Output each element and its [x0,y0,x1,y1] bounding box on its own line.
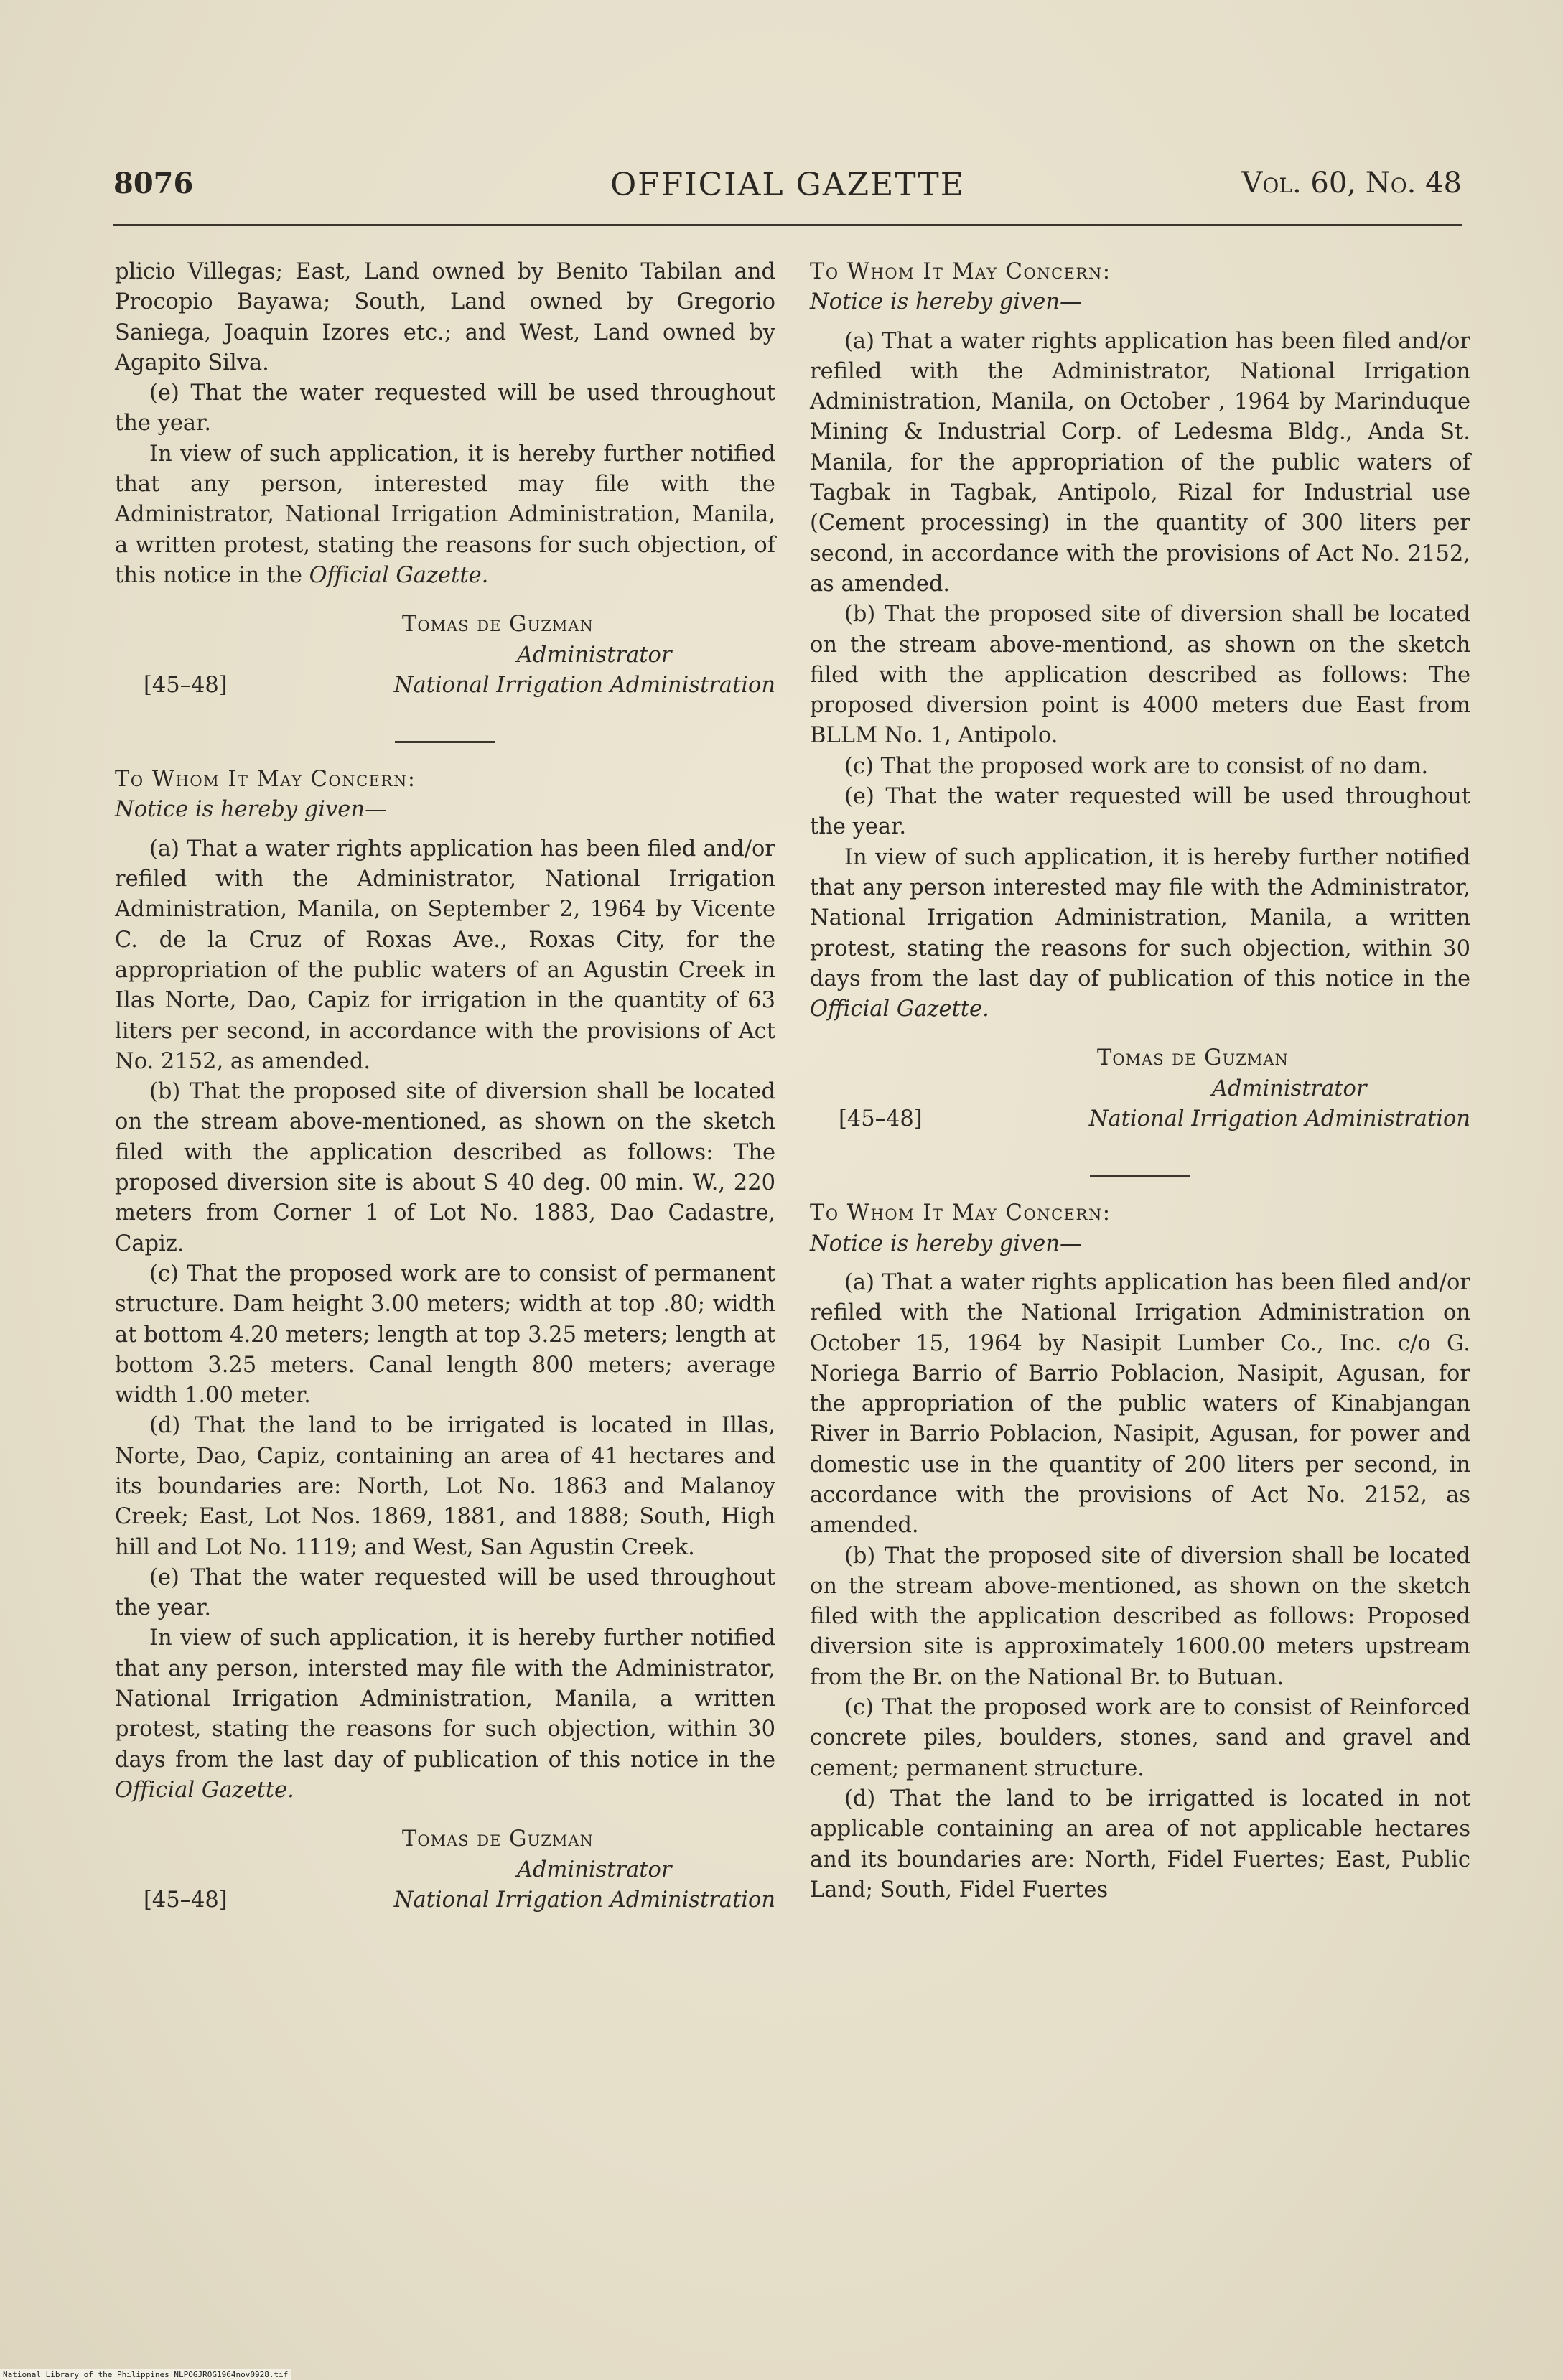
agency-name: National Irrigation Administration [393,1887,775,1913]
issue-ref: [45–48] [839,1106,923,1132]
issue-ref: [45–48] [144,1887,228,1913]
section-divider [395,741,495,743]
notice-heading: To Whom It May Concern: [115,767,416,793]
notice-item-a: (a) That a water rights application has been filed and/or refiled with the National Irrigation Administration on October 15, 1964 by Nasipit Lumber Co., Inc. c/o G. Noriega Barrio of Barrio Poblacion, Nasipit, Agusan, for the appropriation of the public waters of Kinabjangan River in Barrio Poblacion, Nasipit, Agusan, for power and domestic use in the quantity of 200 liters per second, in accordance with the provisions of Act No. 2152, as amended. [810,1269,1470,1539]
signature-title: Administrator [1212,1075,1367,1101]
notice-heading: To Whom It May Concern: [810,1200,1111,1226]
notice-intro: Notice is hereby given— [810,289,1082,315]
signature-name: Tomas de Guzman [402,1826,594,1852]
notice-item-e: (e) That the water requested will be used throughout the year. [115,381,775,437]
issue-ref: [45–48] [144,672,228,698]
notice-item-c: (c) That the proposed work are to consist of Reinforced concrete piles, boulders, stones, sand and gravel and cement; permanent structure. [810,1695,1470,1781]
notice-protest-paragraph [810,843,1470,1025]
notice-item-a: (a) That a water rights application has been filed and/or refiled with the Administrator, National Irrigation Administration, Manila, on September 2, 1964 by Vicente C. de la Cruz of Roxas Ave., Roxas City, for the appropriation of the public waters of an Agustin Creek in Ilas Norte, Dao, Capiz for irrigation in the quantity of 63 liters per second, in accordance with the provisions of Act No. 2152, as amended. [115,836,775,1074]
right-column [810,257,1470,1905]
signature-name: Tomas de Guzman [1097,1045,1289,1071]
signature-line [810,1104,1470,1134]
gazette-ref: Official Gazette. [810,997,989,1022]
signature-title: Administrator [517,1857,672,1882]
notice-item-a: (a) That a water rights application has been filed and/or refiled with the Administrator, National Irrigation Administration, Manila, on October , 1964 by Marinduque Mining & Industrial Corp. of Ledesma Bldg., Anda St. Manila, for the appropriation of the public waters of Tagbak in Tagbak, Antipolo, Rizal for Industrial use (Cement processing) in the quantity of 300 liters per second, in accordance with the provisions of Act No. 2152, as amended. [810,328,1470,597]
notice-heading: To Whom It May Concern: [810,259,1111,284]
header-rule [113,224,1462,226]
gazette-ref: Official Gazette. [115,1777,294,1803]
notice-item-c: (c) That the proposed work are to consist of permanent structure. Dam height 3.00 meters; width at top .80; width at bottom 4.20 meters; length at top 3.25 meters; length at bottom 3.25 meters. Canal length 800 meters; average width 1.00 meter. [115,1261,775,1409]
signature-line [115,671,775,701]
page-header [113,167,1462,210]
notice-item-e: (e) That the water requested will be used throughout the year. [115,1564,775,1621]
signature-title: Administrator [517,642,672,668]
notice-item-b: (b) That the proposed site of diversion shall be located on the stream above-mentiond, as shown on the sketch filed with the application described as follows: The proposed diversion point is 4000 meters due East from BLLM No. 1, Antipolo. [810,602,1470,749]
notice-protest-paragraph [115,1623,775,1806]
notice-item-b: (b) That the proposed site of diversion shall be located on the stream above-mentioned, as shown on the sketch filed with the application described as follows: The proposed diversion site is about S 40 deg. 00 min. W., 220 meters from Corner 1 of Lot No. 1883, Dao Cadastre, Capiz. [115,1079,775,1256]
publication-title: OFFICIAL GAZETTE [610,167,965,203]
notice-item-b: (b) That the proposed site of diversion shall be located on the stream above-mentioned, as shown on the sketch filed with the application described as follows: Proposed diversion site is approximately 1600.00 meters upstream from the Br. on the National Br. to Butuan. [810,1543,1470,1690]
signature-line [115,1885,775,1915]
notice-continuation: plicio Villegas; East, Land owned by Benito Tabilan and Procopio Bayawa; South, Land owned by Gregorio Saniega, Joaquin Izores etc.; and West, Land owned by Agapito Silva. [115,259,775,375]
volume-number: Vol. 60, No. 48 [1241,167,1462,200]
page-number: 8076 [113,167,194,200]
section-divider [1090,1175,1190,1177]
notice-item-c: (c) That the proposed work are to consist of no dam. [844,753,1429,779]
scan-footer: National Library of the Philippines NLPOGJROG1964nov0928.tif [0,2369,291,2380]
protest-text: In view of such application, it is hereby further notified that any person, intersted may file with the Administrator, National Irrigation Administration, Manila, a written protest, stating the reasons for such objection, within 30 days from the last day of publication of this notice in the [115,1625,775,1773]
agency-name: National Irrigation Administration [1088,1106,1470,1132]
notice-item-e: (e) That the water requested will be used throughout the year. [810,784,1470,840]
protest-text: In view of such application, it is hereby further notified that any person, interested may file with the Administrator, National Irrigation Administration, Manila, a written protest, stating the reasons for such objection, of this notice in the [115,441,775,588]
notice-item-d: (d) That the land to be irrigated is located in Illas, Norte, Dao, Capiz, containing an area of 41 hectares and its boundaries are: North, Lot No. 1863 and Malanoy Creek; East, Lot Nos. 1869, 1881, and 1888; South, High hill and Lot No. 1119; and West, San Agustin Creek. [115,1413,775,1560]
gazette-ref: Official Gazette. [309,562,489,588]
notice-intro: Notice is hereby given— [810,1231,1082,1256]
left-column [115,257,775,1915]
notice-protest-paragraph [115,439,775,591]
notice-item-d: (d) That the land to be irrigatted is located in not applicable containing an area of not applicable hectares and its boundaries are: North, Fidel Fuertes; East, Public Land; South, Fidel Fuertes [810,1786,1470,1903]
protest-text: In view of such application, it is hereby further notified that any person interested may file with the Administrator, National Irrigation Administration, Manila, a written protest, stating the reasons for such objection, within 30 days from the last day of publication of this notice in the [810,844,1470,991]
signature-name: Tomas de Guzman [402,612,594,638]
agency-name: National Irrigation Administration [393,672,775,698]
notice-intro: Notice is hereby given— [115,797,387,823]
